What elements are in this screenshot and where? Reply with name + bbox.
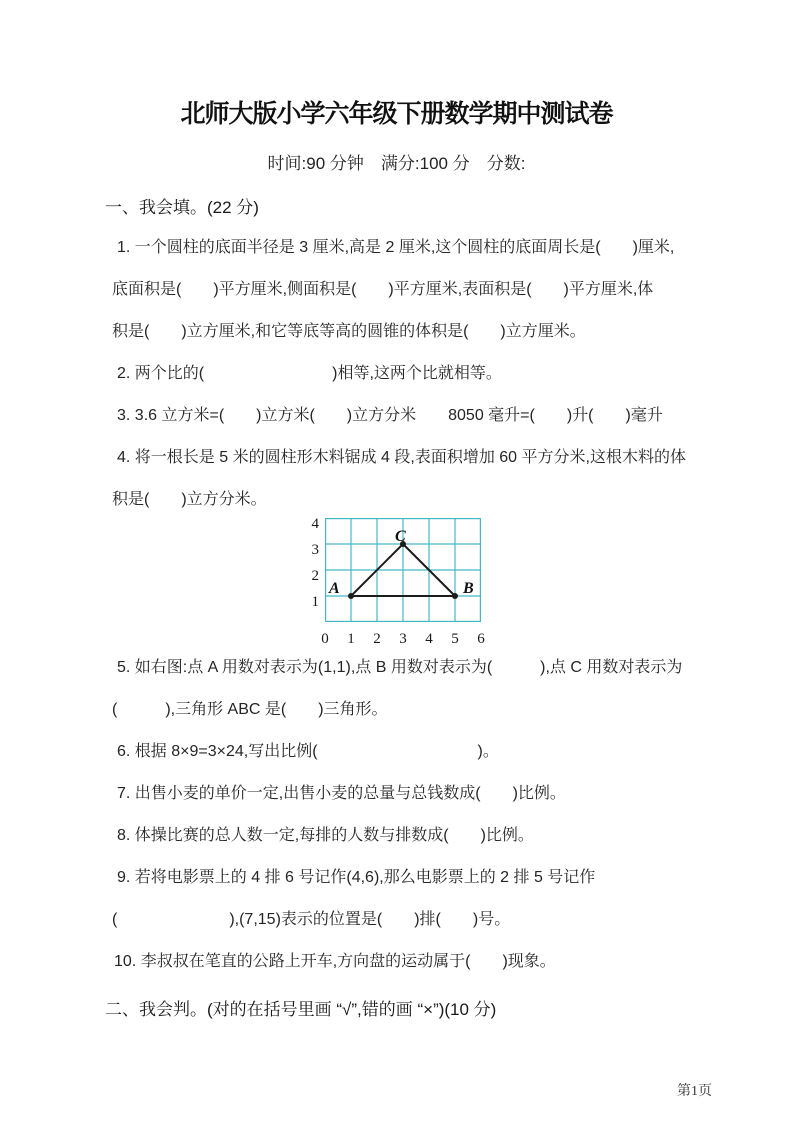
x-tick-3: 3 (399, 631, 407, 647)
page-number: 第1页 (677, 1084, 712, 1099)
question-2: 2. 两个比的( )相等,这两个比就相等。 (117, 364, 502, 382)
question-4-line-2: 积是( )立方分米。 (112, 490, 267, 508)
point-a-dot (348, 593, 354, 599)
question-9-line-2: ( ),(7,15)表示的位置是( )排( )号。 (112, 910, 511, 928)
point-b-dot (452, 593, 458, 599)
question-5-line-1: 5. 如右图:点 A 用数对表示为(1,1),点 B 用数对表示为( ),点 C 用数对表示为 (117, 658, 683, 676)
x-tick-4: 4 (425, 631, 433, 647)
x-tick-6: 6 (477, 631, 485, 647)
question-8: 8. 体操比赛的总人数一定,每排的人数与排数成( )比例。 (117, 826, 534, 844)
y-tick-3: 3 (311, 542, 319, 558)
question-6: 6. 根据 8×9=3×24,写出比例( )。 (117, 742, 499, 760)
question-1-line-1: 1. 一个圆柱的底面半径是 3 厘米,高是 2 厘米,这个圆柱的底面周长是( )厘米, (117, 238, 675, 256)
question-5-line-2: ( ),三角形 ABC 是( )三角形。 (112, 700, 388, 718)
paper-meta: 时间:90 分钟 满分:100 分 分数: (267, 154, 526, 173)
question-10: 10. 李叔叔在笔直的公路上开车,方向盘的运动属于( )现象。 (114, 952, 556, 970)
section-two-heading: 二、我会判。(对的在括号里画 “√”,错的画 “×”)(10 分) (105, 1000, 497, 1019)
point-label-c: C (395, 528, 406, 545)
point-label-a: A (329, 580, 340, 597)
question-4-line-1: 4. 将一根长是 5 米的圆柱形木料锯成 4 段,表面积增加 60 平方分米,这根木料的体 (117, 448, 686, 466)
section-one-questions (0, 224, 793, 980)
x-tick-5: 5 (451, 631, 459, 647)
question-1-line-2: 底面积是( )平方厘米,侧面积是( )平方厘米,表面积是( )平方厘米,体 (112, 280, 654, 298)
question-9-line-1: 9. 若将电影票上的 4 排 6 号记作(4,6),那么电影票上的 2 排 5 号记作 (117, 868, 596, 886)
y-tick-1: 1 (311, 594, 319, 610)
paper-title: 北师大版小学六年级下册数学期中测试卷 (180, 100, 613, 128)
x-tick-0: 0 (321, 631, 329, 647)
section-one-heading: 一、我会填。(22 分) (105, 198, 259, 217)
coordinate-grid-figure (311, 516, 565, 647)
point-label-b: B (463, 580, 474, 597)
question-3: 3. 3.6 立方米=( )立方米( )立方分米 8050 毫升=( )升( )毫升 (117, 406, 663, 424)
x-tick-1: 1 (347, 631, 355, 647)
x-tick-2: 2 (373, 631, 381, 647)
y-tick-4: 4 (311, 516, 319, 532)
question-1-line-3: 积是( )立方厘米,和它等底等高的圆锥的体积是( )立方厘米。 (112, 322, 586, 340)
question-7: 7. 出售小麦的单价一定,出售小麦的总量与总钱数成( )比例。 (117, 784, 566, 802)
y-tick-2: 2 (311, 568, 319, 584)
